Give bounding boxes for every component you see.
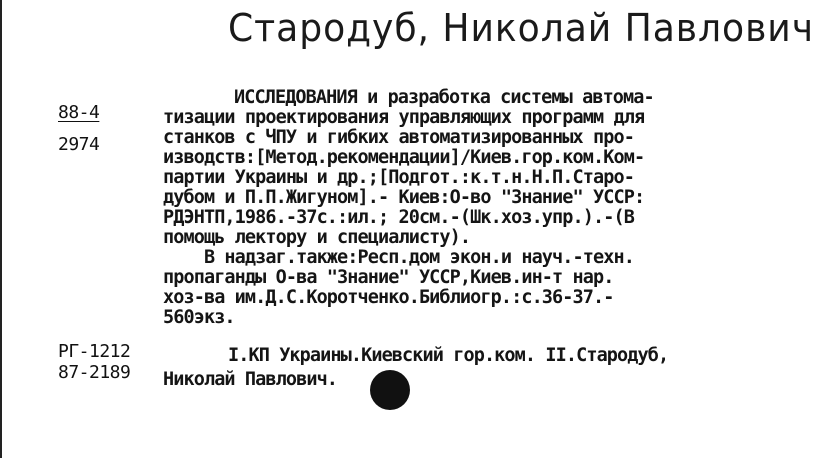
body-line: пропаганды О-ва "Знание" УССР,Киев.ин-т нар.: [163, 267, 614, 288]
inventory-number: 2974: [58, 134, 100, 155]
body-line: партии Украины и др.;[Подгот.:к.т.н.Н.П.Старо-: [163, 167, 634, 188]
tracing-line: I.КП Украины.Киевский гор.ком. II.Стародуб,: [228, 345, 669, 366]
card-edge: [0, 0, 2, 458]
body-line: дубом и П.П.Жигуном].- Киев:О-во "Знание" УССР:: [163, 187, 645, 208]
body-line: РДЭНТП,1986.-37с.:ил.; 20см.-(Шк.хоз.упр.).-(В: [163, 207, 634, 228]
body-line: В надзаг.также:Респ.дом экон.и науч.-техн.: [163, 247, 634, 268]
ink-blot: [370, 370, 410, 410]
shelf-code: 88-4: [58, 102, 100, 123]
body-line: станков с ЧПУ и гибких автоматизированных про-: [163, 127, 634, 148]
body-line: ИССЛЕДОВАНИЯ и разработка системы автома-: [234, 87, 654, 108]
body-line: изводств:[Метод.рекомендации]/Киев.гор.ком.Ком-: [163, 147, 645, 168]
author-heading: Стародуб, Николай Павлович: [228, 6, 814, 50]
body-line: хоз-ва им.Д.С.Коротченко.Библиогр.:с.36-37.-: [163, 287, 614, 308]
body-line: тизации проектирования управляющих программ для: [163, 107, 645, 128]
record-number: 87-2189: [58, 362, 131, 383]
body-line: 560экз.: [163, 307, 235, 328]
tracing-line: Николай Павлович.: [163, 369, 338, 390]
series-code: РГ-1212: [58, 341, 131, 362]
body-line: помощь лектору и специалисту).: [163, 227, 471, 248]
